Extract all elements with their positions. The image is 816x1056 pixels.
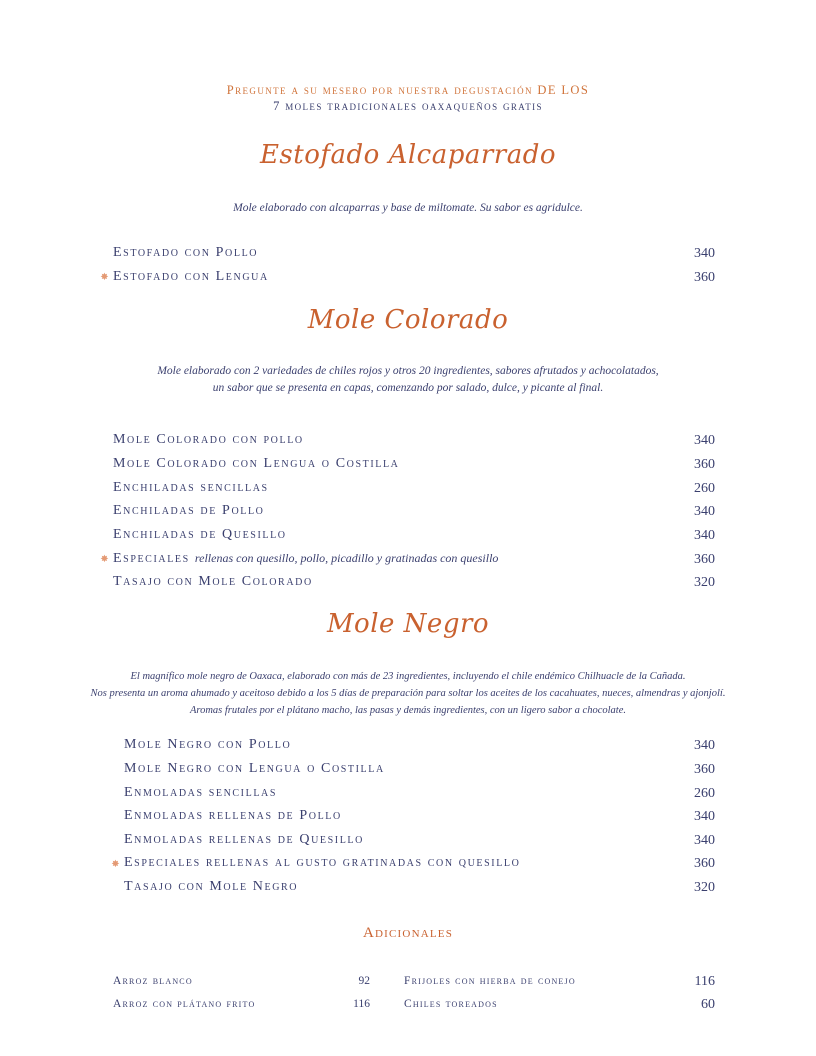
menu-item-price: 260 [694,786,715,801]
menu-item-price: 340 [694,246,715,261]
flower-icon: ✸ [100,272,109,283]
menu-item-price: 260 [694,481,715,496]
side-item-name: Arroz con plátano frito [113,998,256,1010]
menu-item-price: 360 [694,552,715,567]
section-description-negro-line-1: El magnífico mole negro de Oaxaca, elaborado con más de 23 ingredientes, incluyendo el chile endémico Chilhuacle de la Cañada. [130,671,686,682]
side-item-name: Frijoles con hierba de conejo [404,975,576,987]
promo-line-2: 7 moles tradicionales oaxaqueños gratis [273,99,543,113]
menu-item-name: Enmoladas rellenas de Quesillo [124,832,364,847]
menu-item-name: Estofado con Pollo [113,245,259,260]
flower-icon: ✸ [100,554,109,565]
menu-item-name: Mole Negro con Lengua o Costilla [124,761,385,776]
menu-item-price: 360 [694,270,715,285]
side-item-price: 92 [358,975,370,987]
menu-item-name-text: Especiales [113,551,190,566]
menu-item-price: 340 [694,809,715,824]
menu-item-price: 340 [694,528,715,543]
section-description-negro-line-3: Aromas frutales por el plátano macho, las pasas y demás ingredientes, con un ligero sabor a chocolate. [189,705,626,716]
menu-item-price: 340 [694,833,715,848]
menu-item-price: 320 [694,880,715,895]
menu-item-name: Tasajo con Mole Colorado [113,574,313,589]
adicionales-title: Adicionales [362,925,454,941]
side-item-name: Chiles toreados [404,998,498,1010]
flower-icon: ✸ [111,859,120,870]
menu-item-name [113,551,498,567]
menu-item-name: Mole Colorado con pollo [113,432,304,447]
menu-item-name: Especiales rellenas al gusto gratinadas con quesillo [124,855,521,870]
side-item-price: 116 [353,998,370,1010]
menu-item-name: Enmoladas rellenas de Pollo [124,808,342,823]
menu-item-price: 360 [694,457,715,472]
menu-item-note: rellenas con quesillo, pollo, picadillo y gratinadas con quesillo [194,551,499,565]
section-description-negro-line-2: Nos presenta un aroma ahumado y aceitoso debido a los 5 días de preparación para soltar los aceites de los cacahuates, nueces, almendras y ajonjolí. [90,688,726,699]
menu-item-price: 340 [694,433,715,448]
side-item-price: 116 [694,974,715,989]
menu-item-price: 360 [694,762,715,777]
section-description-colorado-line-2: un sabor que se presenta en capas, comenzando por salado, dulce, y picante al final. [212,382,604,394]
promo-line-1: Pregunte a su mesero por nuestra degustación DE LOS [226,83,590,97]
menu-item-name: Mole Negro con Pollo [124,737,292,752]
menu-item-name: Estofado con Lengua [113,269,269,284]
menu-item-name: Tasajo con Mole Negro [124,879,299,894]
section-title-colorado: Mole Colorado [307,305,509,335]
section-title-estofado: Estofado Alcaparrado [259,140,557,170]
side-item-price: 60 [701,997,715,1012]
section-description-colorado-line-1: Mole elaborado con 2 variedades de chiles rojos y otros 20 ingredientes, sabores afrutados y achocolatados, [157,365,659,377]
menu-item-name: Enmoladas sencillas [124,785,278,800]
side-item-name: Arroz blanco [113,975,193,987]
menu-item-price: 340 [694,738,715,753]
menu-item-name: Enchiladas sencillas [113,480,269,495]
menu-item-price: 320 [694,575,715,590]
menu-item-name: Enchiladas de Pollo [113,503,265,518]
menu-item-price: 340 [694,504,715,519]
section-description-estofado: Mole elaborado con alcaparras y base de miltomate. Su sabor es agridulce. [233,202,583,214]
menu-item-price: 360 [694,856,715,871]
section-title-negro: Mole Negro [326,609,490,639]
menu-item-name: Enchiladas de Quesillo [113,527,287,542]
menu-item-name: Mole Colorado con Lengua o Costilla [113,456,400,471]
